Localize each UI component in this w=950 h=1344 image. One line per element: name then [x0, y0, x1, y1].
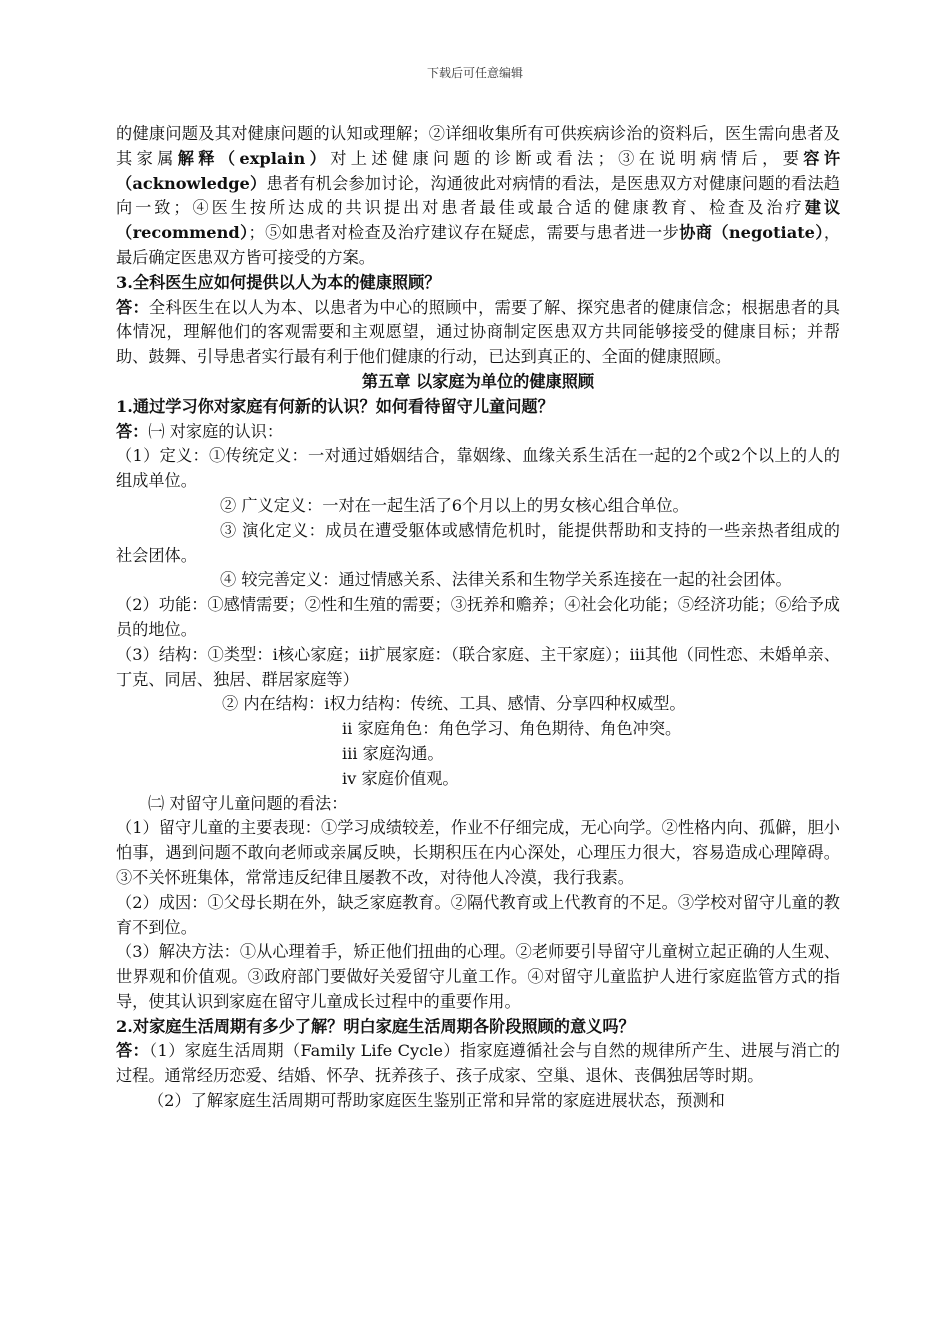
left-behind-causes: （2）成因：①父母长期在外，缺乏家庭教育。②隔代教育或上代教育的不足。③学校对留守儿童的教育不到位。	[116, 892, 840, 937]
bold-term: 协商（negotiate）	[679, 223, 824, 243]
bold-term: 解释（explain）	[177, 148, 331, 168]
text-run: 的健康问题及其对健康问题的认知或理解；②详细收集所有可供疾病诊治的资料后，医生需向患者及其家属	[116, 124, 840, 168]
family-functions: （2）功能：①感情需要；②性和生殖的需要；③抚养和赡养；④社会化功能；⑤经济功能；⑥给予成员的地位。	[116, 595, 840, 639]
inner-structure-roles: ⅱ 家庭角色：角色学习、角色期待、角色冲突。	[342, 719, 682, 739]
inner-structure: ② 内在结构：ⅰ权力结构：传统、工具、感情、分享四种权威型。	[222, 694, 686, 714]
inner-structure-communication: ⅲ 家庭沟通。	[342, 743, 444, 763]
answer-text: 全科医生在以人为本、以患者为中心的照顾中，需要了解、探究患者的健康信念；根据患者的具体情况，理解他们的客观需要和主观愿望，通过协商制定医患双方共同能够接受的健康目标；并帮助、鼓舞、引导患者实行最有利于他们健康的行动，已达到真正的、全面的健康照顾。	[116, 297, 840, 367]
document-body	[116, 122, 840, 1114]
question-3: 3.全科医生应如何提供以人为本的健康照顾？	[116, 272, 441, 292]
answer-3	[116, 296, 840, 370]
definition-evolved	[116, 519, 840, 569]
paragraph-biopsychosocial	[116, 122, 840, 271]
page-header: 下载后可任意编辑	[426, 66, 523, 80]
left-behind-symptoms: （1）留守儿童的主要表现：①学习成绩较差，作业不仔细完成，无心向学。②性格内向、孤僻，胆小怕事，遇到问题不敢向老师或亲属反映，长期积压在内心深处，心理压力很大，容易造成心理障碍。③不关怀班集体，常常违反纪律且屡教不改，对待他人冷漠，我行我素。	[116, 818, 840, 887]
text-run: 对上述健康问题的诊断或看法；③在说明病情后，要	[330, 148, 804, 168]
question-2: 2.对家庭生活周期有多少了解？明白家庭生活周期各阶段照顾的意义吗？	[116, 1016, 635, 1036]
answer-text: ④ 较完善定义：通过情感关系、法律关系和生物学关系连接在一起的社会团体。	[220, 570, 792, 590]
answer-label: 答：	[116, 297, 149, 317]
definition-traditional: （1）定义：①传统定义：一对通过婚姻结合，靠姻缘、血缘关系生活在一起的2个或2个以上的人的组成单位。	[116, 446, 840, 491]
text-run: ，最后确定医患双方皆可接受的方案。	[116, 223, 840, 267]
answer-text: （1）家庭生活周期（Family Life Cycle）指家庭遵循社会与自然的规律所产生、进展与消亡的过程。通常经历恋爱、结婚、怀孕、抚养孩子、孩子成家、空巢、退休、丧偶独居等时期。	[116, 1041, 840, 1086]
inner-structure-values: ⅳ 家庭价值观。	[342, 768, 459, 788]
left-behind-solutions: （3）解决方法：①从心理着手，矫正他们扭曲的心理。②老师要引导留守儿童树立起正确的人生观、世界观和价值观。③政府部门要做好关爱留守儿童工作。④对留守儿童监护人进行家庭监管方式的指导，使其认识到家庭在留守儿童成长过程中的重要作用。	[116, 942, 840, 1011]
answer-label: 答：	[116, 421, 149, 441]
answer-text: ③ 演化定义：成员在遭受躯体或感情危机时，能提供帮助和支持的一些亲热者组成的社会团体。	[116, 520, 840, 565]
question-1: 1.通过学习你对家庭有何新的认识？如何看待留守儿童问题？	[116, 396, 554, 416]
family-structure: （3）结构：①类型：ⅰ核心家庭；ⅱ扩展家庭：（联合家庭、主干家庭）；ⅲ其他（同性恋、未婚单亲、丁克、同居、独居、群居家庭等）	[116, 644, 840, 689]
answer-2-continued: （2）了解家庭生活周期可帮助家庭医生鉴别正常和异常的家庭进展状态，预测和	[148, 1091, 725, 1111]
bold-term: 容许（acknowledge）	[116, 148, 841, 193]
answer-text: ㈠ 对家庭的认识：	[148, 421, 284, 441]
chapter-title: 第五章 以家庭为单位的健康照顾	[361, 371, 595, 391]
definition-broad: ② 广义定义：一对在一起生活了6个月以上的男女核心组合单位。	[220, 495, 689, 515]
text-run: ；⑤如患者对检查及治疗建议存在疑虑，需要与患者进一步	[248, 223, 680, 243]
text-run: 患者有机会参加讨论，沟通彼此对病情的看法，是医患双方对健康问题的看法趋向一致；④医生按所达成的共识提出对患者最佳或最合适的健康教育、检查及治疗	[116, 173, 841, 218]
bold-term: 建议（recommend）	[116, 198, 841, 243]
definition-complete	[116, 568, 840, 593]
answer-1-intro	[116, 420, 840, 445]
left-behind-intro: ㈡ 对留守儿童问题的看法：	[148, 793, 348, 813]
answer-2	[116, 1039, 840, 1089]
answer-label: 答：	[116, 1041, 150, 1061]
